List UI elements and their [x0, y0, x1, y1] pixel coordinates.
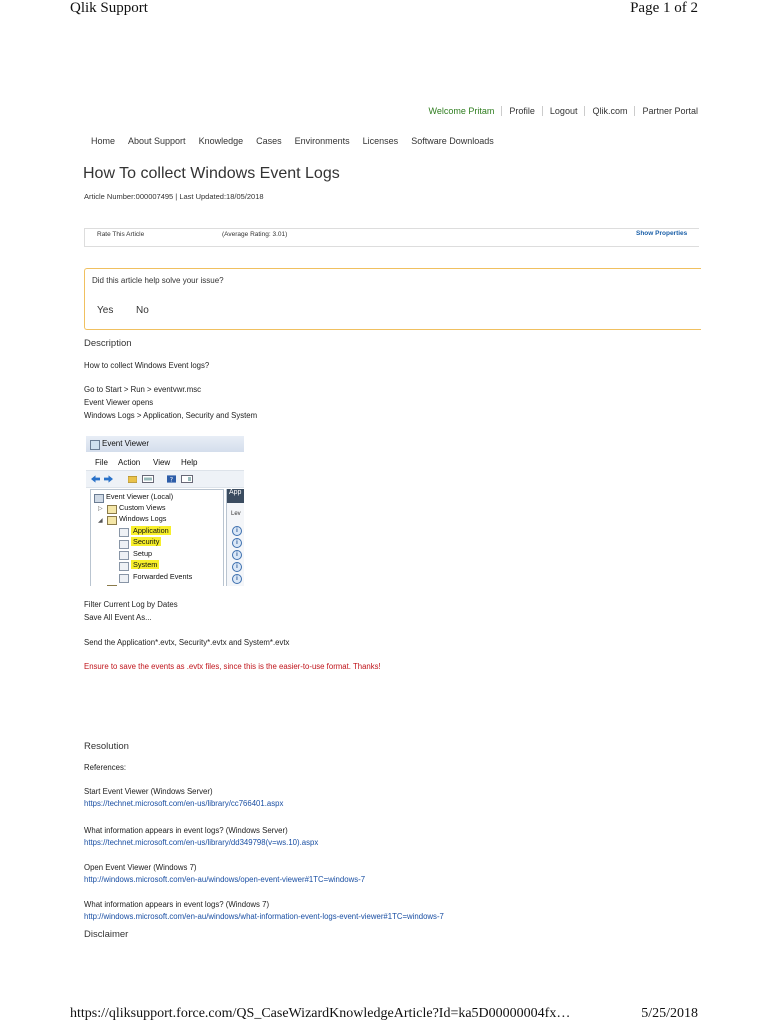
ev-menu-help: Help [181, 458, 198, 467]
tree-forwarded-events: Forwarded Events [133, 572, 193, 581]
help-icon [167, 475, 176, 483]
console-icon [142, 475, 154, 483]
description-line: Save All Event As... [84, 613, 152, 622]
ev-right-header: App [227, 489, 244, 503]
tree-setup: Setup [133, 549, 153, 558]
rate-article-button[interactable]: Rate This Article [97, 231, 145, 238]
log-icon [119, 562, 129, 571]
description-heading: Description [84, 338, 132, 349]
profile-link[interactable]: Profile [501, 106, 542, 116]
log-icon [119, 540, 129, 549]
print-header-title: Qlik Support [70, 0, 148, 16]
description-line: Windows Logs > Application, Security and System [84, 411, 258, 420]
ev-title: Event Viewer [102, 439, 149, 448]
info-icon: i [232, 562, 242, 572]
reference-title: Start Event Viewer (Windows Server) [84, 787, 213, 796]
svg-text:?: ? [169, 476, 174, 483]
tree-system-label: System [133, 560, 158, 569]
description-line: Event Viewer opens [84, 398, 154, 407]
rating-bar [84, 228, 699, 247]
warning-note: Ensure to save the events as .evtx files, since this is the easier-to-use format. Thanks! [84, 662, 381, 671]
computer-icon [94, 494, 104, 503]
average-rating: (Average Rating: 3.01) [222, 231, 288, 238]
description-line: Send the Application*.evtx, Security*.evtx and System*.evtx [84, 638, 290, 647]
reference-title: What information appears in event logs? (Windows Server) [84, 826, 288, 835]
user-links [422, 106, 698, 116]
event-viewer-icon [90, 440, 100, 450]
reference-link[interactable]: http://windows.microsoft.com/en-au/windows/open-event-viewer#1TC=windows-7 [84, 875, 366, 884]
reference-title: Open Event Viewer (Windows 7) [84, 863, 197, 872]
references-label: References: [84, 763, 127, 772]
reference-link[interactable]: https://technet.microsoft.com/en-us/library/dd349798(v=ws.10).aspx [84, 838, 319, 847]
info-icon: i [232, 574, 242, 584]
ev-level-column: Lev [231, 511, 241, 517]
folder-icon [128, 475, 137, 483]
reference-title: What information appears in event logs? (Windows 7) [84, 900, 270, 909]
nav-licenses[interactable]: Licenses [362, 136, 399, 146]
tree-security-label: Security [133, 537, 160, 546]
print-footer-date: 5/25/2018 [641, 1006, 698, 1021]
qlik-com-link[interactable]: Qlik.com [584, 106, 634, 116]
nav-cases[interactable]: Cases [256, 136, 282, 146]
log-icon [119, 574, 129, 583]
tree-system [131, 560, 159, 569]
show-properties-link[interactable]: Show Properties [636, 230, 688, 237]
print-page-number: Page 1 of 2 [630, 0, 698, 16]
ev-right-pane [226, 489, 244, 586]
main-nav [84, 136, 507, 146]
ev-menubar [86, 456, 244, 469]
tree-windows-logs: Windows Logs [119, 514, 167, 523]
feedback-no-button[interactable]: No [136, 305, 149, 316]
nav-software-downloads[interactable]: Software Downloads [411, 136, 494, 146]
forward-arrow-icon [104, 475, 113, 483]
ev-menu-view: View [153, 458, 171, 467]
tree-application-label: Application [133, 526, 169, 535]
tree-custom-views: Custom Views [119, 503, 166, 512]
description-line: Go to Start > Run > eventvwr.msc [84, 385, 202, 394]
article-title: How To collect Windows Event Logs [83, 165, 340, 182]
ev-titlebar [86, 436, 244, 452]
resolution-heading: Resolution [84, 741, 129, 752]
nav-home[interactable]: Home [91, 136, 116, 146]
reference-link[interactable]: http://windows.microsoft.com/en-au/windows/what-information-event-logs-event-viewer#1TC=windows-7 [84, 912, 444, 921]
disclaimer-heading: Disclaimer [84, 929, 129, 940]
ev-menu-action: Action [118, 458, 141, 467]
nav-about-support[interactable]: About Support [128, 136, 186, 146]
back-arrow-icon [91, 475, 100, 483]
folder-icon [107, 516, 117, 525]
folder-icon [107, 585, 117, 586]
tree-security [131, 537, 161, 546]
nav-knowledge[interactable]: Knowledge [198, 136, 244, 146]
folder-icon [107, 505, 117, 514]
collapse-icon: ◢ [98, 518, 103, 524]
info-icon: i [232, 526, 242, 536]
reference-link[interactable]: https://technet.microsoft.com/en-us/library/cc766401.aspx [84, 799, 284, 808]
info-icon: i [232, 538, 242, 548]
ev-menu-file: File [95, 458, 108, 467]
print-footer-url: https://qliksupport.force.com/QS_CaseWizardKnowledgeArticle?Id=ka5D00000004fx… [70, 1006, 571, 1021]
logout-link[interactable]: Logout [542, 106, 585, 116]
log-icon [119, 551, 129, 560]
description-line: Filter Current Log by Dates [84, 600, 178, 609]
feedback-question: Did this article help solve your issue? [92, 276, 224, 285]
log-icon [119, 528, 129, 537]
ev-tree-pane [90, 489, 224, 586]
expand-icon: ▷ [98, 506, 103, 512]
tree-application [131, 526, 171, 535]
welcome-text: Welcome Pritam [428, 106, 495, 116]
ev-toolbar [86, 470, 244, 488]
partner-portal-link[interactable]: Partner Portal [634, 106, 698, 116]
feedback-yes-button[interactable]: Yes [97, 305, 114, 316]
info-icon: i [232, 550, 242, 560]
nav-environments[interactable]: Environments [294, 136, 350, 146]
event-viewer-screenshot [86, 436, 244, 586]
article-meta: Article Number:000007495 | Last Updated:18/05/2018 [84, 192, 264, 201]
panel-icon [181, 475, 193, 483]
tree-root: Event Viewer (Local) [106, 492, 174, 501]
description-line: How to collect Windows Event logs? [84, 361, 210, 370]
